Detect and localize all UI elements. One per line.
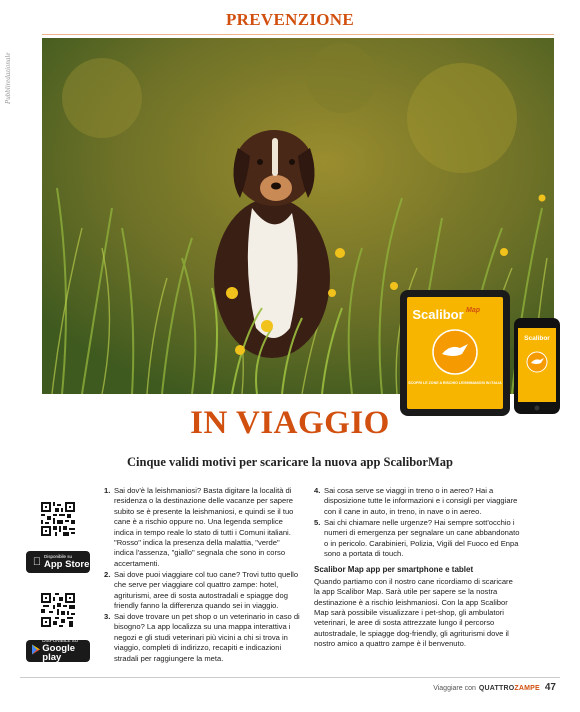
appstore-big-text: App Store bbox=[44, 558, 90, 570]
box-text: Quando partiamo con il nostro cane ricordiamo di scaricare la app Scalibor Map. Sarà utile per sapere se la nostra destinazione è a rischio leishmaniosi. Con la app Scalibor Map sarà possibile visualizzare i pet-shop, gli ambulatori veterinari, le aree di sosta attrezzate lungo il percorso autostradale, le spiagge dog-friendly, gli agriturismi dove il nostro amico a quattro zampe è il benvenuto. bbox=[314, 576, 513, 649]
google-play-icon bbox=[30, 644, 42, 658]
box-heading: Scalibor Map app per smartphone e tablet bbox=[314, 565, 474, 575]
list-item: 5. Sai chi chiamare nelle urgenze? Hai sempre sott'occhio i numeri di emergenza per segnalare un cane abbandonato o in pericolo. Carabinieri, Polizia, Vigili del Fuoco ed Enpa sono a portata di touch. bbox=[314, 517, 520, 558]
google-play-badge[interactable] bbox=[26, 640, 90, 662]
list-item: 4. Sai cosa serve se viaggi in treno o in aereo? Hai a disposizione tutte le informazioni e i consigli per viaggiare con il cane in auto, in treno, in nave o in aereo. bbox=[314, 486, 518, 516]
apple-icon bbox=[30, 556, 44, 568]
article-title: IN VIAGGIO bbox=[190, 405, 390, 441]
section-header: PREVENZIONE bbox=[226, 10, 354, 29]
side-note: Pubbliredazionale bbox=[4, 52, 12, 104]
column-left bbox=[104, 486, 300, 664]
appstore-small-text: Disponibile su bbox=[44, 554, 73, 559]
app-devices bbox=[398, 288, 564, 418]
tablet-brand: Scalibor bbox=[412, 307, 464, 322]
page-footer bbox=[433, 682, 556, 693]
list-item: 1. Sai dov'è la leishmaniosi? Basta digitare la località di residenza o la destinazione delle vacanze per sapere subito se è presente la leishmaniosi, e quindi se il tuo cane è a rischio oppure no. Una legenda semplice indica in tempo reale lo stato di tutti i Comuni italiani. "Rosso" indica la presenza della malattia, "verde" indica l'assenza, "giallo" segnala che sono in corso accertamenti. bbox=[104, 486, 294, 568]
column-right bbox=[314, 486, 520, 650]
tablet-brand-sup: Map bbox=[466, 307, 480, 314]
magazine-logo: QUATTROZAMPE bbox=[478, 685, 540, 692]
list-item: 2. Sai dove puoi viaggiare col tuo cane? Trovi tutto quello che serve per viaggiare col quattro zampe: hotel, agriturismi, aree di sosta autostradali e spiagge dog friendly fanno la differenza quando sei in viaggio. bbox=[104, 569, 299, 610]
list-item: 3. Sai dove trovare un pet shop o un veterinario in caso di bisogno? La app localizza su una mappa interattiva i negozi e gli studi veterinari più vicini a chi si trova in viaggio, completi di indirizzo, recapiti e indicazioni stradali per raggiungere la meta. bbox=[104, 611, 300, 663]
reasons-list-left bbox=[104, 486, 300, 664]
google-small-text: DISPONIBILE SU bbox=[42, 638, 79, 644]
footer-rule bbox=[20, 677, 560, 678]
phone-brand: Scalibor bbox=[524, 335, 550, 342]
tablet-tagline: SCOPRI LE ZONE A RISCHIO LEISHMANIOSI IN ITALIA bbox=[408, 381, 502, 385]
google-big-text: Google play bbox=[42, 642, 76, 664]
qr-code-googleplay bbox=[41, 593, 75, 627]
header-rule bbox=[42, 34, 554, 35]
article-subtitle: Cinque validi motivi per scaricare la nuova app ScaliborMap bbox=[127, 455, 453, 469]
reasons-list-right bbox=[314, 486, 520, 559]
qr-code-appstore bbox=[41, 502, 75, 536]
app-store-badge[interactable] bbox=[26, 551, 90, 573]
footer-with: Viaggiare con bbox=[433, 685, 476, 692]
page-number: 47 bbox=[544, 682, 556, 693]
